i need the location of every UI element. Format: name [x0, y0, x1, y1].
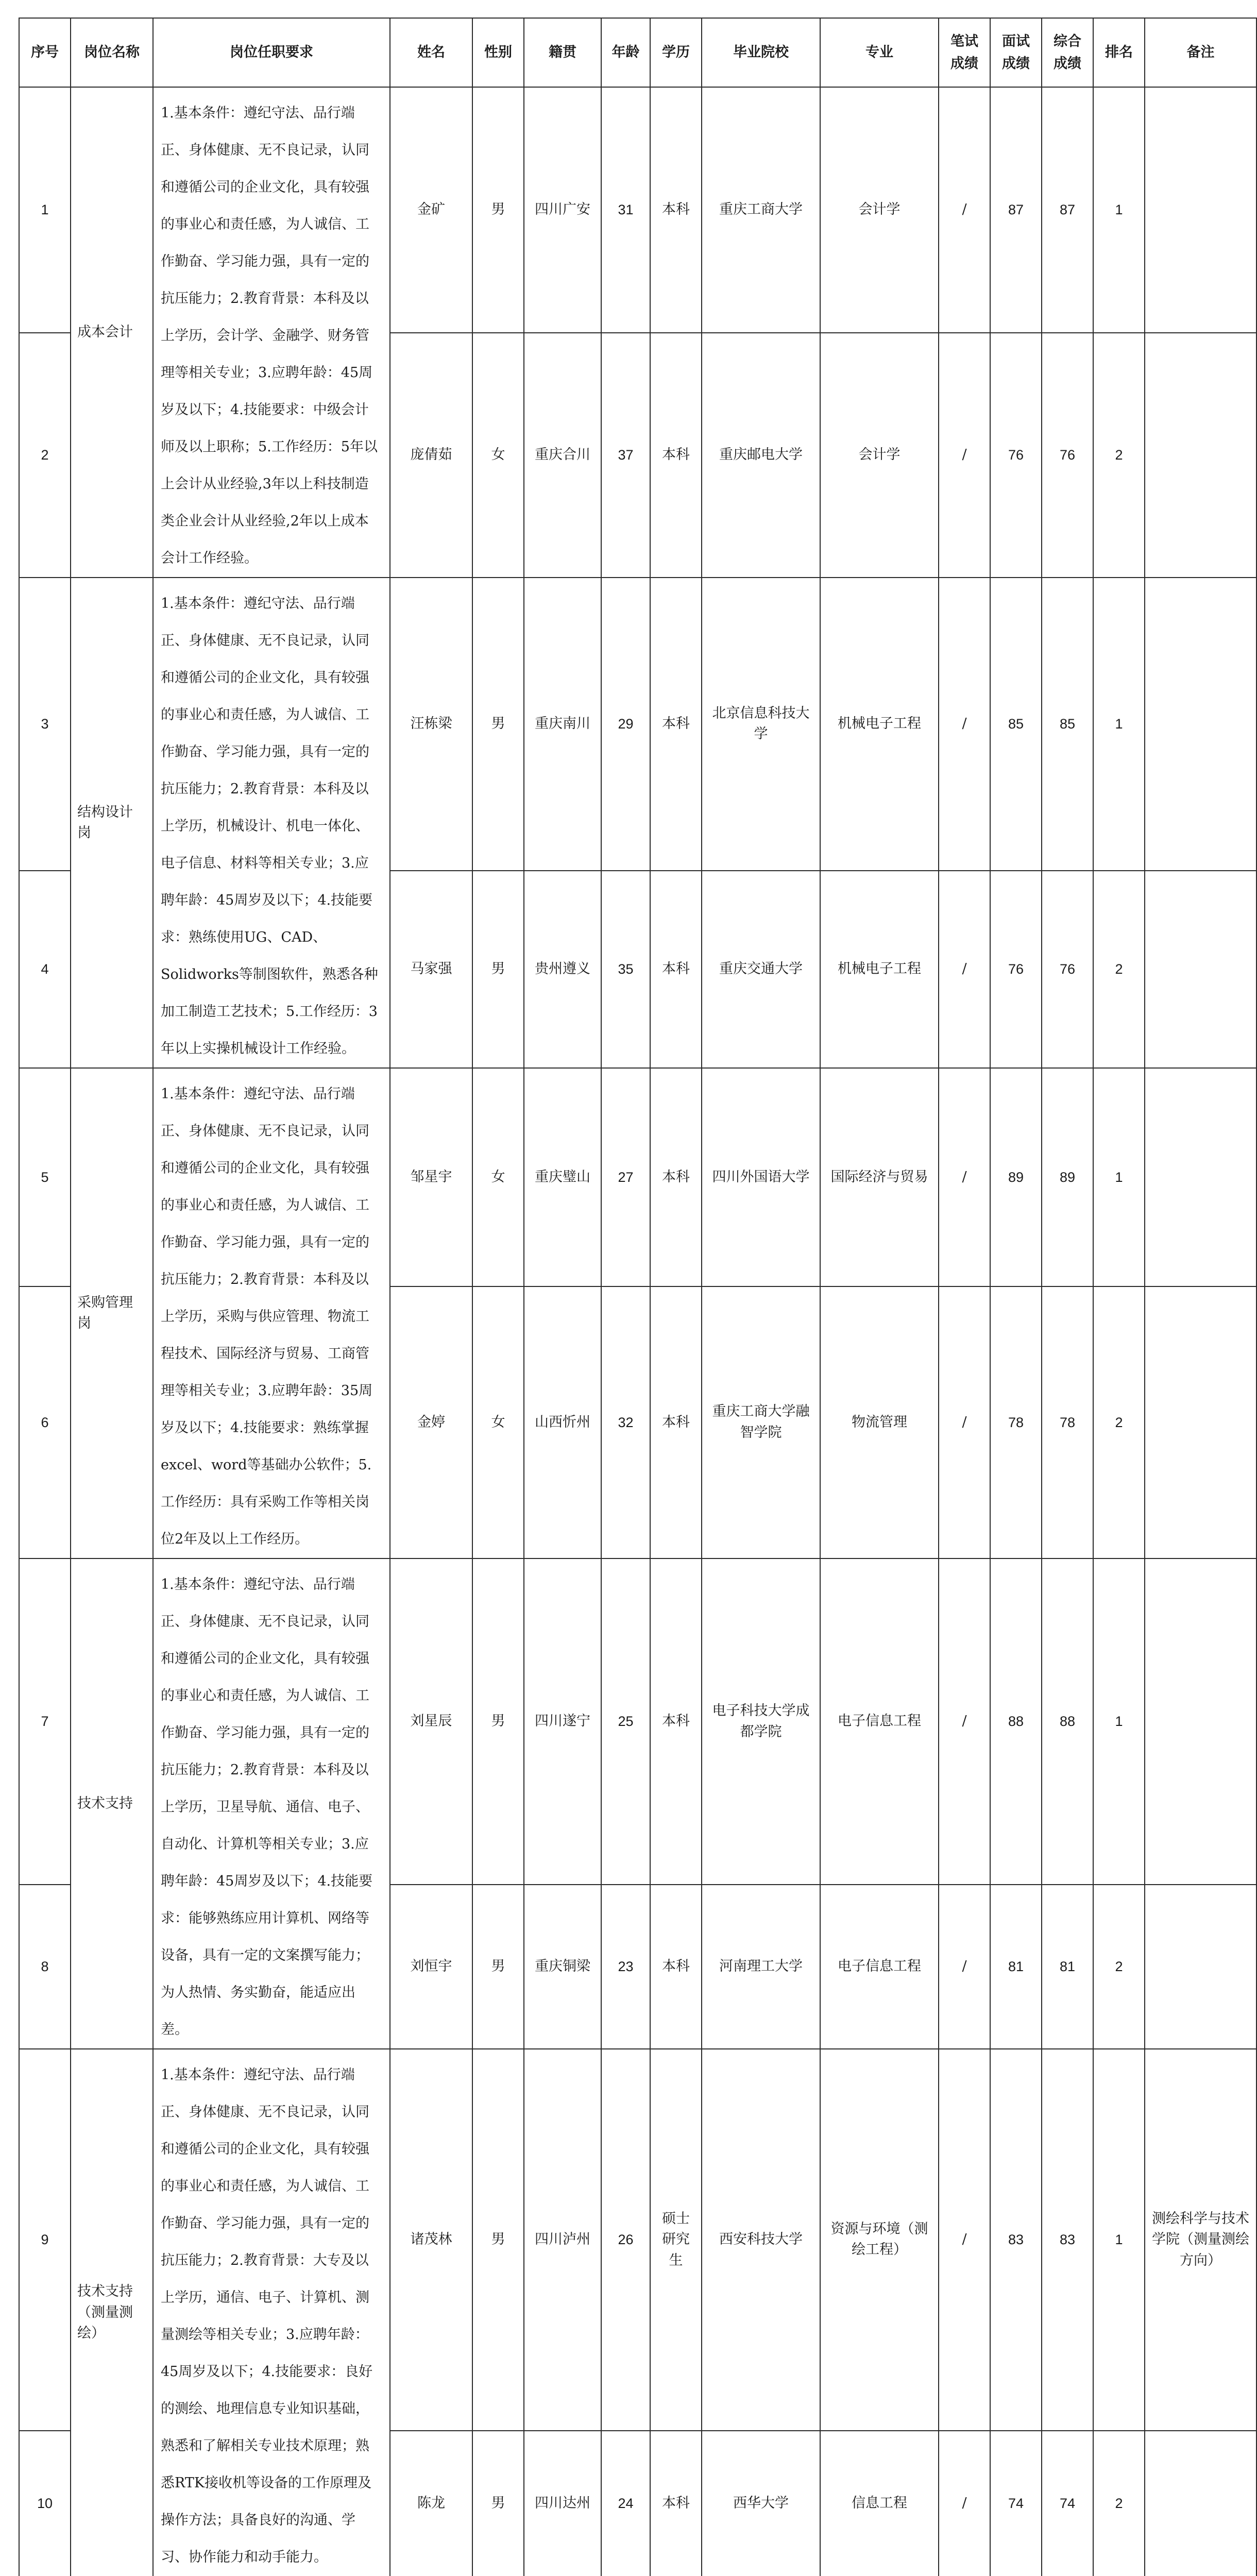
total-cell: 81 [1042, 1885, 1093, 2049]
name-cell: 庞倩茹 [390, 333, 472, 578]
origin-cell: 重庆璧山 [524, 1068, 601, 1286]
major-cell: 会计学 [820, 333, 939, 578]
major-cell: 电子信息工程 [820, 1885, 939, 2049]
total-cell: 85 [1042, 578, 1093, 871]
age-cell: 29 [601, 578, 650, 871]
written-cell: / [939, 871, 990, 1068]
note-cell [1145, 1286, 1256, 1558]
requirements-cell: 1.基本条件：遵纪守法、品行端正、身体健康、无不良记录，认同和遵循公司的企业文化，具有较强的事业心和责任感，为人诚信、工作勤奋、学习能力强，具有一定的抗压能力；2.教育背景：大专及以上学历，通信、电子、计算机、测量测绘等相关专业；3.应聘年龄：45周岁及以下；4.技能要求：良好的测绘、地理信息专业知识基础，熟悉和了解相关专业技术原理；熟悉RTK接收机等设备的工作原理及操作方法；具备良好的沟通、学习、协作能力和动手能力。 [153, 2049, 390, 2576]
header-age: 年龄 [601, 18, 650, 87]
header-gender: 性别 [472, 18, 524, 87]
origin-cell: 重庆铜梁 [524, 1885, 601, 2049]
name-cell: 汪栋梁 [390, 578, 472, 871]
written-cell: / [939, 1286, 990, 1558]
major-cell: 机械电子工程 [820, 871, 939, 1068]
written-cell: / [939, 578, 990, 871]
written-cell: / [939, 87, 990, 333]
interview-cell: 81 [990, 1885, 1042, 2049]
note-cell [1145, 1558, 1256, 1885]
rank-cell: 1 [1093, 87, 1145, 333]
header-interview-score: 面试成绩 [990, 18, 1042, 87]
gender-cell: 男 [472, 871, 524, 1068]
school-cell: 四川外国语大学 [702, 1068, 820, 1286]
note-cell: 测绘科学与技术学院（测量测绘方向） [1145, 2049, 1256, 2431]
gender-cell: 男 [472, 2049, 524, 2431]
origin-cell: 重庆南川 [524, 578, 601, 871]
position-cell: 技术支持 [71, 1558, 153, 2049]
results-table [19, 18, 1257, 2576]
seq-cell: 1 [19, 87, 71, 333]
seq-cell: 8 [19, 1885, 71, 2049]
seq-cell: 5 [19, 1068, 71, 1286]
header-row [19, 18, 1256, 87]
major-cell: 电子信息工程 [820, 1558, 939, 1885]
gender-cell: 女 [472, 1286, 524, 1558]
origin-cell: 四川泸州 [524, 2049, 601, 2431]
school-cell: 北京信息科技大学 [702, 578, 820, 871]
total-cell: 76 [1042, 871, 1093, 1068]
school-cell: 重庆邮电大学 [702, 333, 820, 578]
age-cell: 32 [601, 1286, 650, 1558]
note-cell [1145, 87, 1256, 333]
edu-cell: 本科 [650, 871, 702, 1068]
total-cell: 78 [1042, 1286, 1093, 1558]
name-cell: 诸茂林 [390, 2049, 472, 2431]
rank-cell: 1 [1093, 578, 1145, 871]
seq-cell: 6 [19, 1286, 71, 1558]
header-requirements: 岗位任职要求 [153, 18, 390, 87]
school-cell: 河南理工大学 [702, 1885, 820, 2049]
rank-cell: 2 [1093, 1286, 1145, 1558]
edu-cell: 本科 [650, 578, 702, 871]
interview-cell: 87 [990, 87, 1042, 333]
interview-cell: 76 [990, 871, 1042, 1068]
rank-cell: 2 [1093, 871, 1145, 1068]
rank-cell: 2 [1093, 1885, 1145, 2049]
interview-cell: 76 [990, 333, 1042, 578]
interview-cell: 83 [990, 2049, 1042, 2431]
interview-cell: 78 [990, 1286, 1042, 1558]
major-cell: 国际经济与贸易 [820, 1068, 939, 1286]
age-cell: 25 [601, 1558, 650, 1885]
note-cell [1145, 578, 1256, 871]
table-row [19, 2049, 1256, 2431]
rank-cell: 1 [1093, 2049, 1145, 2431]
name-cell: 刘恒宇 [390, 1885, 472, 2049]
total-cell: 87 [1042, 87, 1093, 333]
name-cell: 金婷 [390, 1286, 472, 1558]
gender-cell: 男 [472, 1885, 524, 2049]
age-cell: 26 [601, 2049, 650, 2431]
interview-cell: 88 [990, 1558, 1042, 1885]
edu-cell: 本科 [650, 1885, 702, 2049]
requirements-cell: 1.基本条件：遵纪守法、品行端正、身体健康、无不良记录，认同和遵循公司的企业文化，具有较强的事业心和责任感，为人诚信、工作勤奋、学习能力强，具有一定的抗压能力；2.教育背景：本科及以上学历，机械设计、机电一体化、电子信息、材料等相关专业；3.应聘年龄：45周岁及以下；4.技能要求：熟练使用UG、CAD、Solidworks等制图软件，熟悉各种加工制造工艺技术；5.工作经历：3年以上实操机械设计工作经验。 [153, 578, 390, 1068]
name-cell: 陈龙 [390, 2431, 472, 2576]
major-cell: 资源与环境（测绘工程） [820, 2049, 939, 2431]
major-cell: 会计学 [820, 87, 939, 333]
seq-cell: 10 [19, 2431, 71, 2576]
written-cell: / [939, 2431, 990, 2576]
major-cell: 机械电子工程 [820, 578, 939, 871]
header-written-score: 笔试成绩 [939, 18, 990, 87]
rank-cell: 1 [1093, 1068, 1145, 1286]
origin-cell: 重庆合川 [524, 333, 601, 578]
origin-cell: 贵州遵义 [524, 871, 601, 1068]
header-school: 毕业院校 [702, 18, 820, 87]
header-education: 学历 [650, 18, 702, 87]
position-cell: 采购管理岗 [71, 1068, 153, 1558]
requirements-cell: 1.基本条件：遵纪守法、品行端正、身体健康、无不良记录，认同和遵循公司的企业文化，具有较强的事业心和责任感，为人诚信、工作勤奋、学习能力强，具有一定的抗压能力；2.教育背景：本科及以上学历，会计学、金融学、财务管理等相关专业；3.应聘年龄：45周岁及以下；4.技能要求：中级会计师及以上职称；5.工作经历：5年以上会计从业经验,3年以上科技制造类企业会计从业经验,2年以上成本会计工作经验。 [153, 87, 390, 578]
origin-cell: 山西忻州 [524, 1286, 601, 1558]
position-cell: 结构设计岗 [71, 578, 153, 1068]
table-row [19, 87, 1256, 333]
position-cell: 成本会计 [71, 87, 153, 578]
gender-cell: 男 [472, 578, 524, 871]
header-origin: 籍贯 [524, 18, 601, 87]
age-cell: 35 [601, 871, 650, 1068]
school-cell: 重庆工商大学 [702, 87, 820, 333]
name-cell: 刘星辰 [390, 1558, 472, 1885]
interview-cell: 74 [990, 2431, 1042, 2576]
school-cell: 西安科技大学 [702, 2049, 820, 2431]
rank-cell: 2 [1093, 333, 1145, 578]
edu-cell: 本科 [650, 1558, 702, 1885]
rank-cell: 2 [1093, 2431, 1145, 2576]
name-cell: 马家强 [390, 871, 472, 1068]
age-cell: 23 [601, 1885, 650, 2049]
header-note: 备注 [1145, 18, 1256, 87]
seq-cell: 9 [19, 2049, 71, 2431]
seq-cell: 2 [19, 333, 71, 578]
gender-cell: 男 [472, 2431, 524, 2576]
origin-cell: 四川广安 [524, 87, 601, 333]
total-cell: 89 [1042, 1068, 1093, 1286]
edu-cell: 本科 [650, 333, 702, 578]
school-cell: 重庆工商大学融智学院 [702, 1286, 820, 1558]
gender-cell: 男 [472, 87, 524, 333]
name-cell: 金矿 [390, 87, 472, 333]
table-row [19, 1068, 1256, 1286]
header-total-score: 综合成绩 [1042, 18, 1093, 87]
seq-cell: 3 [19, 578, 71, 871]
gender-cell: 男 [472, 1558, 524, 1885]
requirements-cell: 1.基本条件：遵纪守法、品行端正、身体健康、无不良记录，认同和遵循公司的企业文化，具有较强的事业心和责任感，为人诚信、工作勤奋、学习能力强，具有一定的抗压能力；2.教育背景：本科及以上学历，采购与供应管理、物流工程技术、国际经济与贸易、工商管理等相关专业；3.应聘年龄：35周岁及以下；4.技能要求：熟练掌握excel、word等基础办公软件；5.工作经历：具有采购工作等相关岗位2年及以上工作经历。 [153, 1068, 390, 1558]
seq-cell: 7 [19, 1558, 71, 1885]
total-cell: 83 [1042, 2049, 1093, 2431]
header-name: 姓名 [390, 18, 472, 87]
school-cell: 重庆交通大学 [702, 871, 820, 1068]
written-cell: / [939, 1885, 990, 2049]
name-cell: 邹星宇 [390, 1068, 472, 1286]
total-cell: 76 [1042, 333, 1093, 578]
major-cell: 信息工程 [820, 2431, 939, 2576]
requirements-cell: 1.基本条件：遵纪守法、品行端正、身体健康、无不良记录，认同和遵循公司的企业文化，具有较强的事业心和责任感，为人诚信、工作勤奋、学习能力强，具有一定的抗压能力；2.教育背景：本科及以上学历，卫星导航、通信、电子、自动化、计算机等相关专业；3.应聘年龄：45周岁及以下；4.技能要求：能够熟练应用计算机、网络等设备，具有一定的文案撰写能力；为人热情、务实勤奋，能适应出差。 [153, 1558, 390, 2049]
rank-cell: 1 [1093, 1558, 1145, 1885]
table-row [19, 1558, 1256, 1885]
note-cell [1145, 333, 1256, 578]
interview-cell: 89 [990, 1068, 1042, 1286]
table-row [19, 578, 1256, 871]
origin-cell: 四川遂宁 [524, 1558, 601, 1885]
edu-cell: 硕士研究生 [650, 2049, 702, 2431]
age-cell: 24 [601, 2431, 650, 2576]
major-cell: 物流管理 [820, 1286, 939, 1558]
header-rank: 排名 [1093, 18, 1145, 87]
seq-cell: 4 [19, 871, 71, 1068]
age-cell: 27 [601, 1068, 650, 1286]
written-cell: / [939, 333, 990, 578]
interview-cell: 85 [990, 578, 1042, 871]
note-cell [1145, 2431, 1256, 2576]
total-cell: 88 [1042, 1558, 1093, 1885]
age-cell: 31 [601, 87, 650, 333]
written-cell: / [939, 1558, 990, 1885]
edu-cell: 本科 [650, 2431, 702, 2576]
note-cell [1145, 1885, 1256, 2049]
origin-cell: 四川达州 [524, 2431, 601, 2576]
edu-cell: 本科 [650, 87, 702, 333]
school-cell: 西华大学 [702, 2431, 820, 2576]
age-cell: 37 [601, 333, 650, 578]
header-position: 岗位名称 [71, 18, 153, 87]
note-cell [1145, 1068, 1256, 1286]
header-seq: 序号 [19, 18, 71, 87]
edu-cell: 本科 [650, 1068, 702, 1286]
edu-cell: 本科 [650, 1286, 702, 1558]
position-cell: 技术支持（测量测绘） [71, 2049, 153, 2576]
school-cell: 电子科技大学成都学院 [702, 1558, 820, 1885]
total-cell: 74 [1042, 2431, 1093, 2576]
written-cell: / [939, 1068, 990, 1286]
note-cell [1145, 871, 1256, 1068]
header-major: 专业 [820, 18, 939, 87]
gender-cell: 女 [472, 1068, 524, 1286]
gender-cell: 女 [472, 333, 524, 578]
written-cell: / [939, 2049, 990, 2431]
